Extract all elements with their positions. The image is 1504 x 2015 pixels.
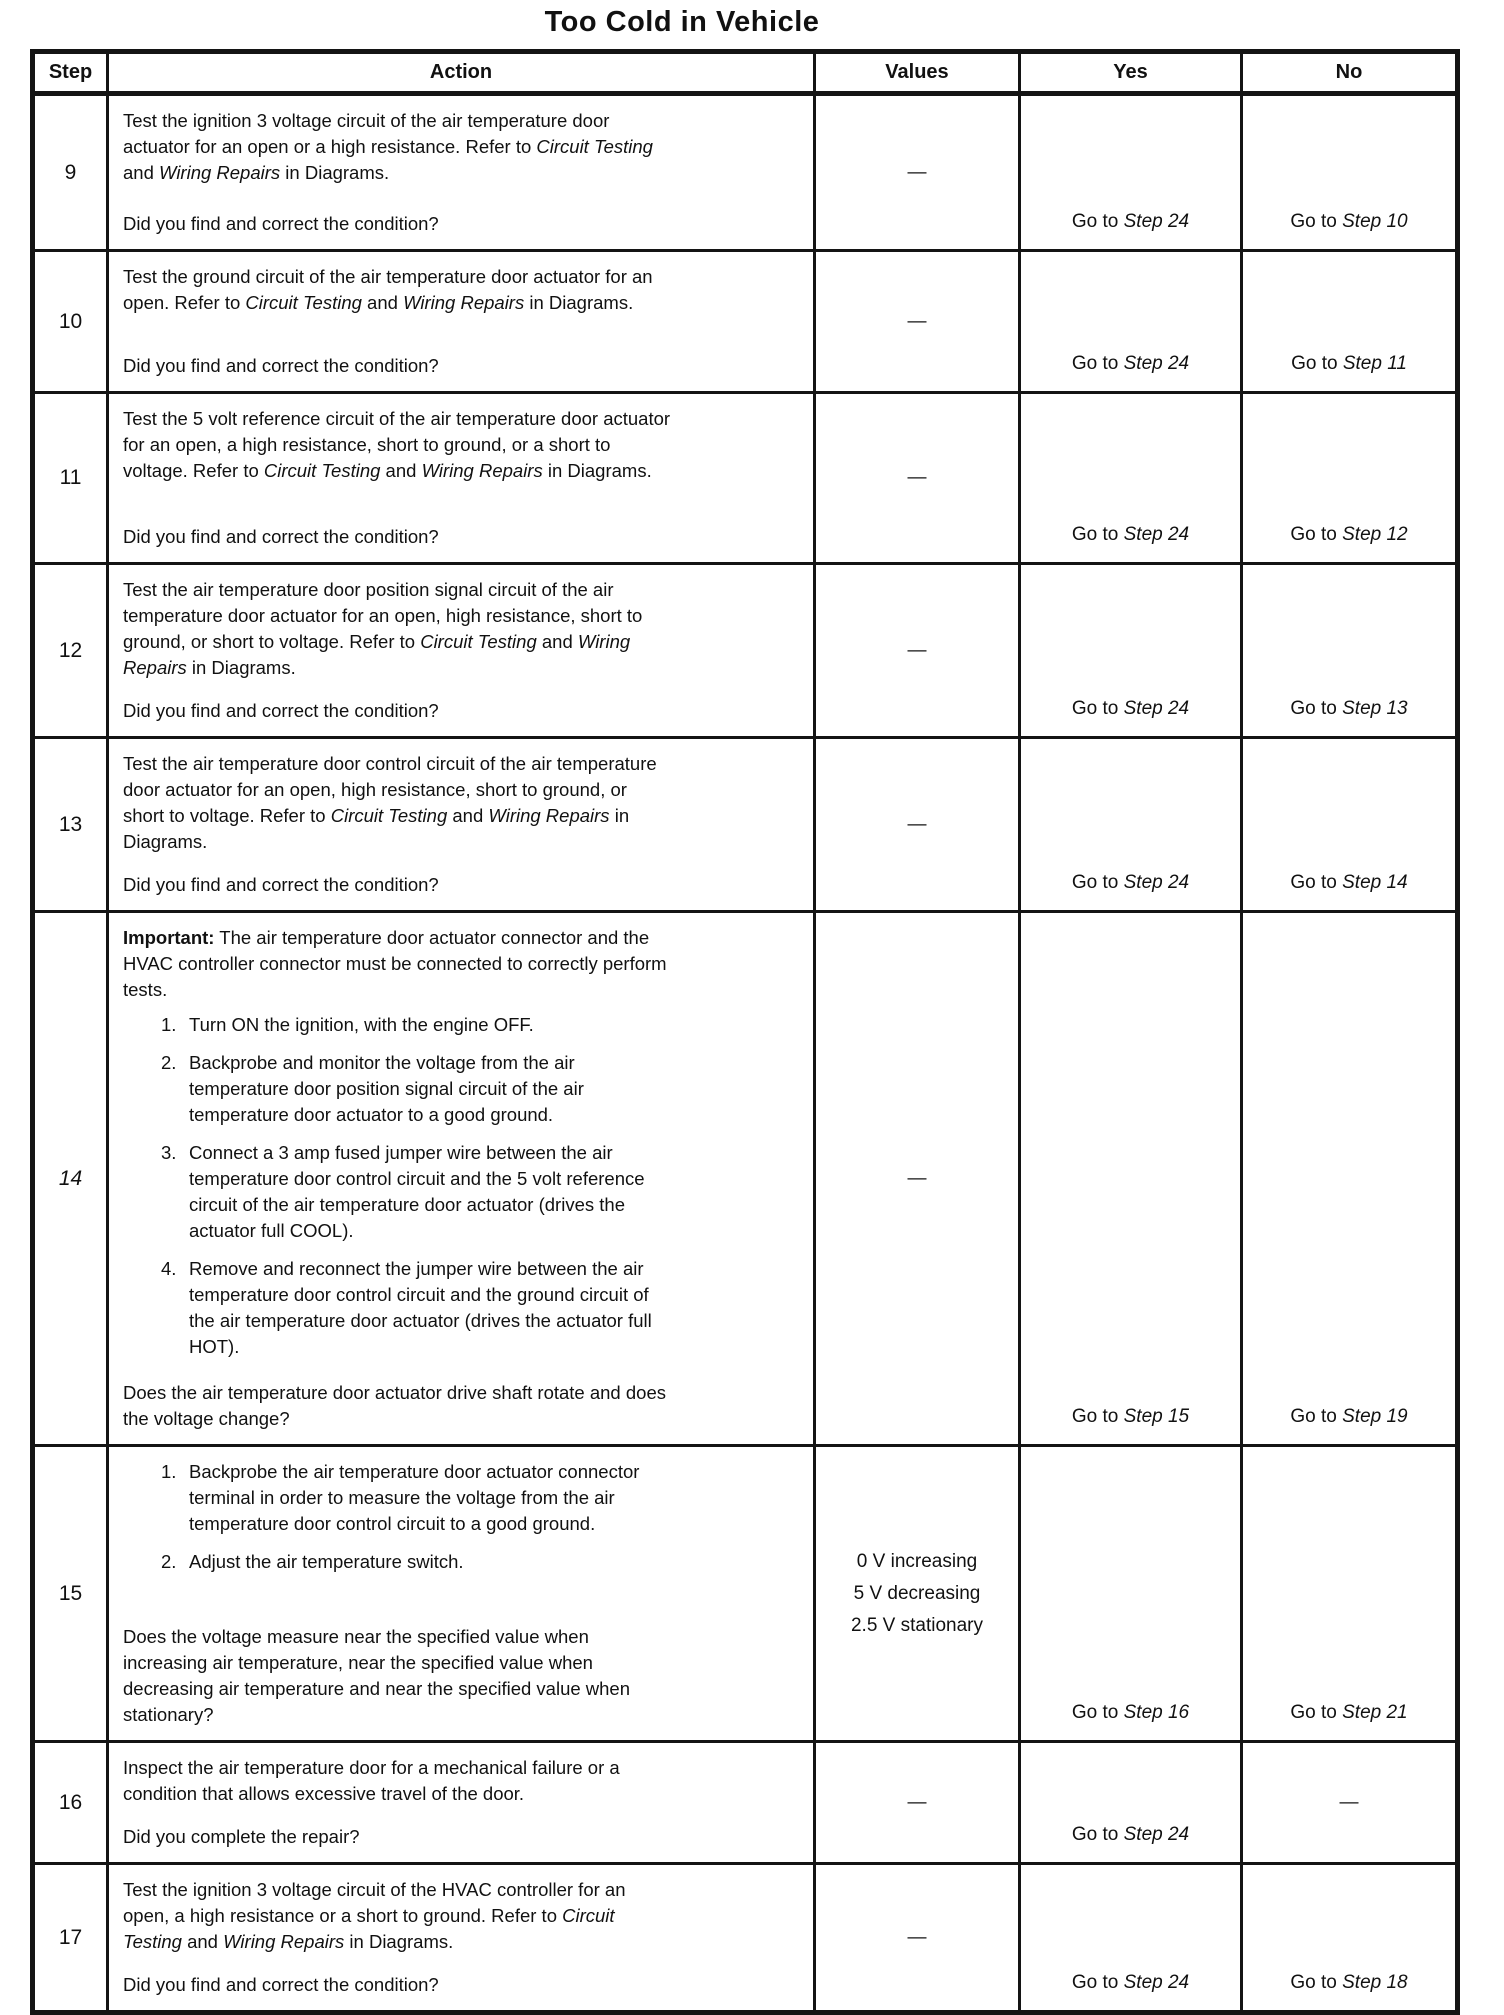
text-segment: Go to: [1290, 524, 1343, 545]
action-content: [123, 925, 671, 1432]
step-cell: [33, 912, 108, 1446]
step-number: 14: [58, 1166, 83, 1190]
value-line: —: [907, 813, 927, 835]
text-segment: Step 21: [1342, 1702, 1408, 1723]
action-list-item: [123, 1459, 671, 1537]
text-segment: Go to: [1290, 872, 1343, 893]
step-cell: [33, 1864, 108, 2013]
text-segment: Go to: [1071, 1824, 1124, 1845]
step-number: 15: [58, 1581, 83, 1605]
action-cell: [108, 1446, 815, 1742]
text-segment: Step 15: [1123, 1406, 1190, 1427]
values-content: [817, 1922, 1017, 1954]
yes-content: [1025, 524, 1236, 546]
text-segment: Go to: [1290, 698, 1343, 719]
step-number: 13: [58, 812, 83, 836]
question-text: Did you find and correct the condition?: [123, 700, 439, 721]
values-content: [817, 635, 1017, 667]
text-segment: in Diagrams.: [344, 1931, 454, 1952]
action-paragraph: [123, 577, 671, 681]
column-header-no: No: [1242, 52, 1458, 94]
text-segment: in Diagrams.: [123, 805, 630, 852]
text-segment: Go to: [1290, 1406, 1343, 1427]
text-segment: in Diagrams.: [524, 292, 634, 313]
values-cell: [815, 738, 1020, 912]
action-cell: [108, 912, 815, 1446]
action-paragraph: [123, 925, 671, 1003]
action-cell: [108, 564, 815, 738]
no-content: [1247, 353, 1451, 375]
text-segment: Circuit Testing: [330, 805, 448, 826]
values-content: [817, 809, 1017, 841]
text-segment: Step 19: [1342, 1406, 1408, 1427]
values-cell: [815, 912, 1020, 1446]
text-segment: Wiring Repairs: [488, 805, 610, 826]
table-row: [33, 1742, 1458, 1864]
table-body: [33, 94, 1458, 2013]
table-row: [33, 564, 1458, 738]
text-segment: and: [447, 805, 489, 826]
diagnostic-table: [30, 49, 1460, 2015]
no-content: [1247, 698, 1451, 720]
text-segment: Test the ignition 3 voltage circuit of the air temperature door actuator for an open or a high resistance. Refer to: [123, 110, 610, 157]
column-header-action: Action: [108, 52, 815, 94]
no-cell: [1242, 738, 1458, 912]
step-number: 9: [64, 160, 77, 184]
text-segment: Go to: [1071, 353, 1124, 374]
no-content: [1247, 524, 1451, 546]
step-cell: [33, 1742, 108, 1864]
values-content: [817, 462, 1017, 494]
value-line: 5 V decreasing: [853, 1582, 981, 1604]
text-segment: Test the ignition 3 voltage circuit of the HVAC controller for an open, a high resistance or a short to ground. Refer to: [123, 1879, 626, 1926]
text-segment: Step 24: [1123, 872, 1190, 893]
action-list-item: [123, 1256, 671, 1360]
yes-cell: [1020, 393, 1242, 564]
yes-content: [1025, 872, 1236, 894]
action-list-item: [123, 1050, 671, 1128]
list-text: [189, 1140, 671, 1244]
no-content: [1247, 1702, 1451, 1724]
values-content: [817, 1546, 1017, 1642]
no-cell: [1242, 1446, 1458, 1742]
text-segment: Go to: [1071, 872, 1124, 893]
action-content: [123, 1755, 671, 1850]
text-segment: Step 24: [1123, 524, 1190, 545]
text-segment: Wiring Repairs: [159, 162, 281, 183]
text-segment: Step 11: [1342, 353, 1407, 374]
table-row: [33, 393, 1458, 564]
action-content: [123, 751, 671, 898]
values-cell: [815, 393, 1020, 564]
action-list-item: [123, 1012, 671, 1038]
question-text: Did you complete the repair?: [123, 1826, 360, 1847]
step-cell: [33, 738, 108, 912]
yes-content: [1025, 353, 1236, 375]
no-cell: [1242, 912, 1458, 1446]
text-segment: Important:: [123, 927, 215, 948]
list-number: 4.: [161, 1258, 177, 1279]
list-number: 3.: [161, 1142, 177, 1163]
text-segment: in Diagrams.: [542, 460, 652, 481]
text-segment: Remove and reconnect the jumper wire between the air temperature door control circuit and the ground circuit of the air temperature door actuator (drives the actuator full HOT).: [189, 1258, 652, 1357]
yes-content: [1025, 1824, 1236, 1846]
question-text: Does the air temperature door actuator drive shaft rotate and does the voltage change?: [123, 1382, 666, 1429]
step-number: 10: [58, 309, 83, 333]
action-cell: [108, 94, 815, 251]
step-number: 17: [58, 1925, 83, 1949]
step-cell: [33, 1446, 108, 1742]
no-content: [1247, 1792, 1451, 1814]
text-segment: Circuit Testing: [245, 292, 362, 313]
action-list-item: [123, 1549, 671, 1575]
text-segment: Circuit Testing: [536, 136, 653, 157]
text-segment: Go to: [1291, 353, 1343, 374]
page-title: Too Cold in Vehicle: [544, 6, 820, 38]
text-segment: Backprobe the air temperature door actuator connector terminal in order to measure the voltage from the air temperature door control circuit to a good ground.: [189, 1461, 640, 1534]
yes-content: [1025, 1702, 1236, 1724]
values-cell: [815, 1446, 1020, 1742]
text-segment: Step 24: [1123, 1824, 1190, 1845]
step-cell: [33, 251, 108, 393]
text-segment: Wiring Repairs: [123, 631, 631, 678]
text-segment: and: [181, 1931, 224, 1952]
values-content: [817, 157, 1017, 189]
list-text: [189, 1012, 671, 1038]
text-segment: Step 24: [1123, 1972, 1190, 1993]
step-cell: [33, 94, 108, 251]
text-segment: Circuit Testing: [123, 1905, 615, 1952]
yes-cell: [1020, 738, 1242, 912]
value-line: —: [907, 1167, 927, 1189]
table-row: [33, 738, 1458, 912]
text-segment: Step 12: [1342, 524, 1408, 545]
text-segment: Circuit Testing: [420, 631, 537, 652]
list-number: 2.: [161, 1551, 177, 1572]
action-cell: [108, 251, 815, 393]
question-text: Did you find and correct the condition?: [123, 213, 439, 234]
values-content: [817, 1787, 1017, 1819]
text-segment: in Diagrams.: [186, 657, 296, 678]
values-content: [817, 1163, 1017, 1195]
question-text: Did you find and correct the condition?: [123, 1974, 439, 1995]
text-segment: Step 13: [1342, 698, 1408, 719]
text-segment: and: [123, 162, 160, 183]
question-text: Does the voltage measure near the specified value when increasing air temperature, near the specified value when decreasing air temperature and near the specified value when stationary?: [123, 1626, 631, 1725]
action-content: [123, 406, 671, 550]
yes-content: [1025, 211, 1236, 233]
text-segment: Backprobe and monitor the voltage from the air temperature door position signal circuit of the air temperature door actuator to a good ground.: [189, 1052, 584, 1125]
values-cell: [815, 1742, 1020, 1864]
table-row: [33, 1446, 1458, 1742]
text-segment: Step 24: [1123, 353, 1190, 374]
action-paragraph: [123, 751, 671, 855]
text-segment: Go to: [1071, 1702, 1124, 1723]
column-header-yes: Yes: [1020, 52, 1242, 94]
text-segment: Step 18: [1342, 1972, 1408, 1993]
text-segment: Step 10: [1342, 211, 1408, 232]
text-segment: Test the air temperature door control circuit of the air temperature door actuator for an open, high resistance, short to ground, or short to voltage. Refer to: [123, 753, 657, 826]
text-segment: and: [380, 460, 422, 481]
text-segment: Inspect the air temperature door for a mechanical failure or a condition that allows excessive travel of the door.: [123, 1757, 620, 1804]
values-cell: [815, 1864, 1020, 2013]
text-segment: and: [361, 292, 404, 313]
text-segment: Step 14: [1342, 872, 1408, 893]
step-number: 12: [58, 638, 83, 662]
column-header-values: Values: [815, 52, 1020, 94]
action-list-item: [123, 1140, 671, 1244]
list-text: [189, 1256, 671, 1360]
no-content: [1247, 1406, 1451, 1428]
header-row: [33, 52, 1458, 94]
value-line: —: [907, 1791, 927, 1813]
yes-content: [1025, 1972, 1236, 1994]
text-segment: Adjust the air temperature switch.: [189, 1551, 464, 1572]
text-segment: Go to: [1290, 211, 1343, 232]
list-text: [189, 1549, 671, 1575]
no-content: [1247, 872, 1451, 894]
text-segment: Wiring Repairs: [421, 460, 543, 481]
column-header-step: Step: [33, 52, 108, 94]
text-segment: Step 24: [1123, 211, 1190, 232]
value-line: 2.5 V stationary: [850, 1614, 984, 1636]
no-cell: [1242, 251, 1458, 393]
action-paragraph: [123, 1877, 671, 1955]
text-segment: Test the air temperature door position signal circuit of the air temperature door actuator for an open, high resistance, short to ground, or short to voltage. Refer to: [123, 579, 643, 652]
list-text: [189, 1459, 671, 1537]
action-content: [123, 108, 671, 237]
text-segment: Circuit Testing: [263, 460, 381, 481]
table-row: [33, 94, 1458, 251]
step-number: 16: [58, 1790, 83, 1814]
value-line: —: [907, 310, 927, 332]
action-content: [123, 264, 671, 379]
text-segment: Go to: [1290, 1972, 1343, 1993]
action-paragraph: [123, 406, 671, 484]
table-row: [33, 912, 1458, 1446]
table-row: [33, 251, 1458, 393]
value-line: —: [907, 1926, 927, 1948]
list-number: 1.: [161, 1014, 177, 1035]
values-cell: [815, 94, 1020, 251]
yes-cell: [1020, 564, 1242, 738]
action-paragraph: [123, 264, 671, 316]
yes-cell: [1020, 1446, 1242, 1742]
text-segment: Go to: [1071, 1972, 1124, 1993]
action-content: [123, 577, 671, 724]
no-cell: [1242, 94, 1458, 251]
step-cell: [33, 564, 108, 738]
yes-cell: [1020, 1864, 1242, 2013]
action-cell: [108, 738, 815, 912]
action-paragraph: [123, 1755, 671, 1807]
action-content: [123, 1877, 671, 1998]
table-header: [33, 52, 1458, 94]
yes-cell: [1020, 1742, 1242, 1864]
text-segment: Connect a 3 amp fused jumper wire between the air temperature door control circuit and the 5 volt reference circuit of the air temperature door actuator (drives the actuator full COOL).: [189, 1142, 645, 1241]
text-segment: Step 24: [1123, 698, 1190, 719]
yes-cell: [1020, 912, 1242, 1446]
table-row: [33, 1864, 1458, 2013]
no-cell: [1242, 1864, 1458, 2013]
step-cell: [33, 393, 108, 564]
action-cell: [108, 1742, 815, 1864]
action-cell: [108, 1864, 815, 2013]
yes-cell: [1020, 251, 1242, 393]
text-segment: Wiring Repairs: [403, 292, 525, 313]
no-content: [1247, 1972, 1451, 1994]
value-line: 0 V increasing: [856, 1550, 978, 1572]
text-segment: Turn ON the ignition, with the engine OFF.: [189, 1014, 534, 1035]
list-number: 1.: [161, 1461, 177, 1482]
values-content: [817, 306, 1017, 338]
text-segment: Go to: [1071, 524, 1124, 545]
yes-content: [1025, 698, 1236, 720]
text-segment: in Diagrams.: [280, 162, 390, 183]
text-segment: Go to: [1071, 211, 1124, 232]
text-segment: Go to: [1071, 698, 1124, 719]
text-segment: Step 16: [1123, 1702, 1190, 1723]
text-segment: Go to: [1071, 1406, 1124, 1427]
list-text: [189, 1050, 671, 1128]
step-number: 11: [59, 466, 82, 489]
text-segment: and: [536, 631, 578, 652]
action-paragraph: [123, 108, 671, 186]
action-cell: [108, 393, 815, 564]
value-line: —: [907, 161, 927, 183]
text-segment: Test the ground circuit of the air temperature door actuator for an open. Refer to: [123, 266, 653, 313]
text-segment: The air temperature door actuator connector and the HVAC controller connector must be connected to correctly perform tests.: [123, 927, 667, 1000]
values-cell: [815, 564, 1020, 738]
value-line: —: [907, 639, 927, 661]
question-text: Did you find and correct the condition?: [123, 874, 439, 895]
yes-cell: [1020, 94, 1242, 251]
yes-content: [1025, 1406, 1236, 1428]
list-number: 2.: [161, 1052, 177, 1073]
values-cell: [815, 251, 1020, 393]
no-cell: [1242, 1742, 1458, 1864]
text-segment: Test the 5 volt reference circuit of the air temperature door actuator for an open, a high resistance, short to ground, or a short to voltage. Refer to: [123, 408, 671, 481]
text-segment: Wiring Repairs: [223, 1931, 345, 1952]
text-segment: Go to: [1290, 1702, 1343, 1723]
no-cell: [1242, 564, 1458, 738]
value-line: —: [907, 467, 927, 488]
action-content: [123, 1459, 671, 1728]
text-segment: —: [1339, 1791, 1359, 1813]
no-content: [1247, 211, 1451, 233]
question-text: Did you find and correct the condition?: [123, 355, 439, 376]
question-text: Did you find and correct the condition?: [123, 526, 439, 547]
no-cell: [1242, 393, 1458, 564]
